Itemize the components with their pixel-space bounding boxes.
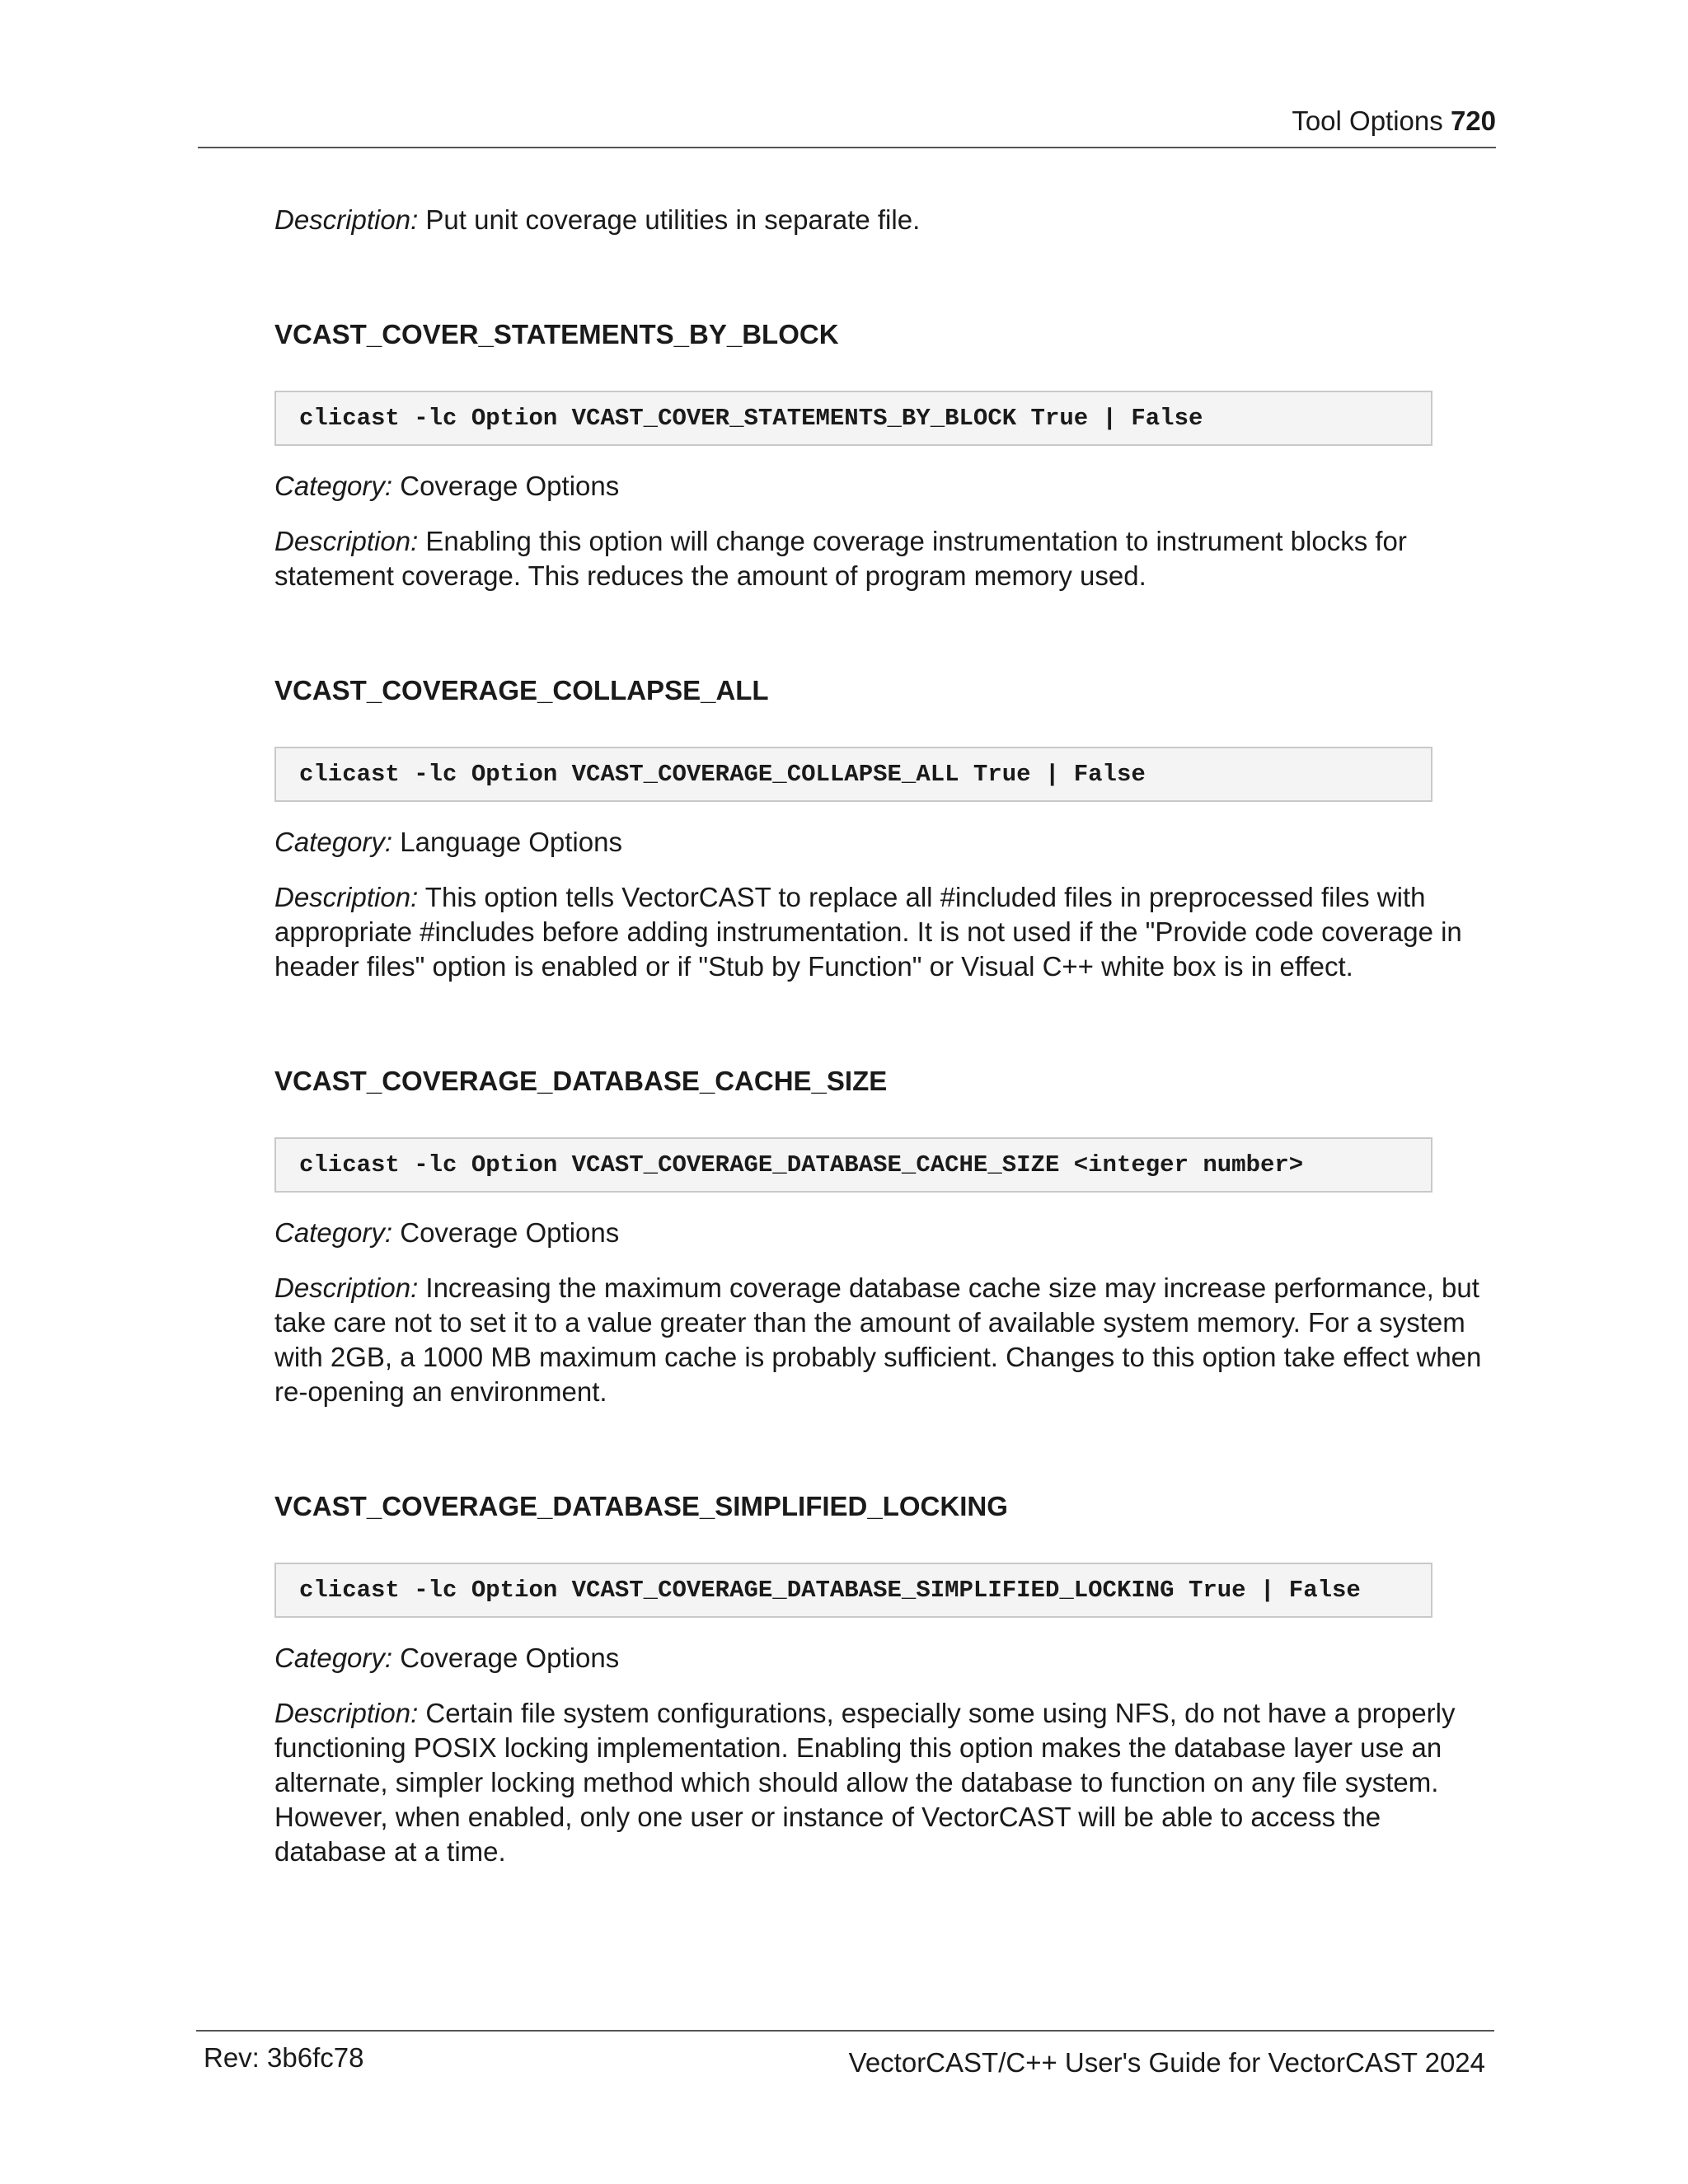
description-text: Put unit coverage utilities in separate file. [418, 204, 921, 235]
header-section-title: Tool Options [1292, 105, 1443, 136]
description-label: Description: [274, 204, 419, 235]
option-description [274, 1271, 1498, 1409]
category-value: Coverage Options [392, 471, 620, 501]
description-label: Description: [274, 526, 419, 556]
option-title: VCAST_COVERAGE_DATABASE_SIMPLIFIED_LOCKING [274, 1491, 1008, 1521]
footer-guide-title: VectorCAST/C++ User's Guide for VectorCAST 2024 [848, 2047, 1485, 2078]
description-label: Description: [274, 882, 419, 912]
description-label: Description: [274, 1272, 419, 1303]
page-content [274, 203, 1498, 1869]
option-title: VCAST_COVERAGE_DATABASE_CACHE_SIZE [274, 1066, 888, 1096]
description-text: Increasing the maximum coverage database cache size may increase performance, but take care not to set it to a value greater than the amount of available system memory. For a system with 2GB, a 1000 MB maximum cache is probably sufficient. Changes to this option take effect when re-opening an environment. [274, 1272, 1482, 1407]
lead-description [274, 203, 1498, 237]
description-text: This option tells VectorCAST to replace all #included files in preprocessed files with appropriate #includes before adding instrumentation. It is not used if the "Provide code coverage in header files" option is enabled or if "Stub by Function" or Visual C++ white box is in effect. [274, 882, 1462, 982]
option-category [274, 825, 1498, 860]
option-category [274, 1641, 1498, 1675]
command-code-block: clicast -lc Option VCAST_COVER_STATEMENTS_BY_BLOCK True | False [274, 391, 1432, 446]
option-description [274, 880, 1498, 984]
footer-divider [196, 2030, 1494, 2032]
category-label: Category: [274, 1217, 393, 1248]
option-title: VCAST_COVERAGE_COLLAPSE_ALL [274, 675, 769, 705]
category-label: Category: [274, 827, 393, 857]
command-code-block: clicast -lc Option VCAST_COVERAGE_COLLAPSE_ALL True | False [274, 747, 1432, 802]
option-section [274, 1064, 1498, 1409]
option-description [274, 524, 1498, 593]
option-section [274, 317, 1498, 593]
category-label: Category: [274, 471, 393, 501]
category-value: Coverage Options [392, 1217, 620, 1248]
category-label: Category: [274, 1643, 393, 1673]
command-code-block: clicast -lc Option VCAST_COVERAGE_DATABASE_SIMPLIFIED_LOCKING True | False [274, 1563, 1432, 1618]
page-number: 720 [1450, 105, 1496, 136]
option-category [274, 469, 1498, 504]
description-text: Enabling this option will change coverage instrumentation to instrument blocks for statement coverage. This reduces the amount of program memory used. [274, 526, 1407, 591]
description-text: Certain file system configurations, especially some using NFS, do not have a properly functioning POSIX locking implementation. Enabling this option makes the database layer use an alternate, simpler locking method which should allow the database to function on any file system. However, when enabled, only one user or instance of VectorCAST will be able to access the database at a time. [274, 1698, 1456, 1867]
category-value: Coverage Options [392, 1643, 620, 1673]
category-value: Language Options [392, 827, 622, 857]
description-label: Description: [274, 1698, 419, 1728]
page-header [198, 105, 1496, 148]
option-section [274, 673, 1498, 984]
option-category [274, 1216, 1498, 1250]
footer-revision: Rev: 3b6fc78 [204, 2042, 364, 2073]
option-section [274, 1489, 1498, 1869]
option-description [274, 1696, 1498, 1869]
command-code-block: clicast -lc Option VCAST_COVERAGE_DATABASE_CACHE_SIZE <integer number> [274, 1137, 1432, 1193]
option-title: VCAST_COVER_STATEMENTS_BY_BLOCK [274, 319, 839, 349]
